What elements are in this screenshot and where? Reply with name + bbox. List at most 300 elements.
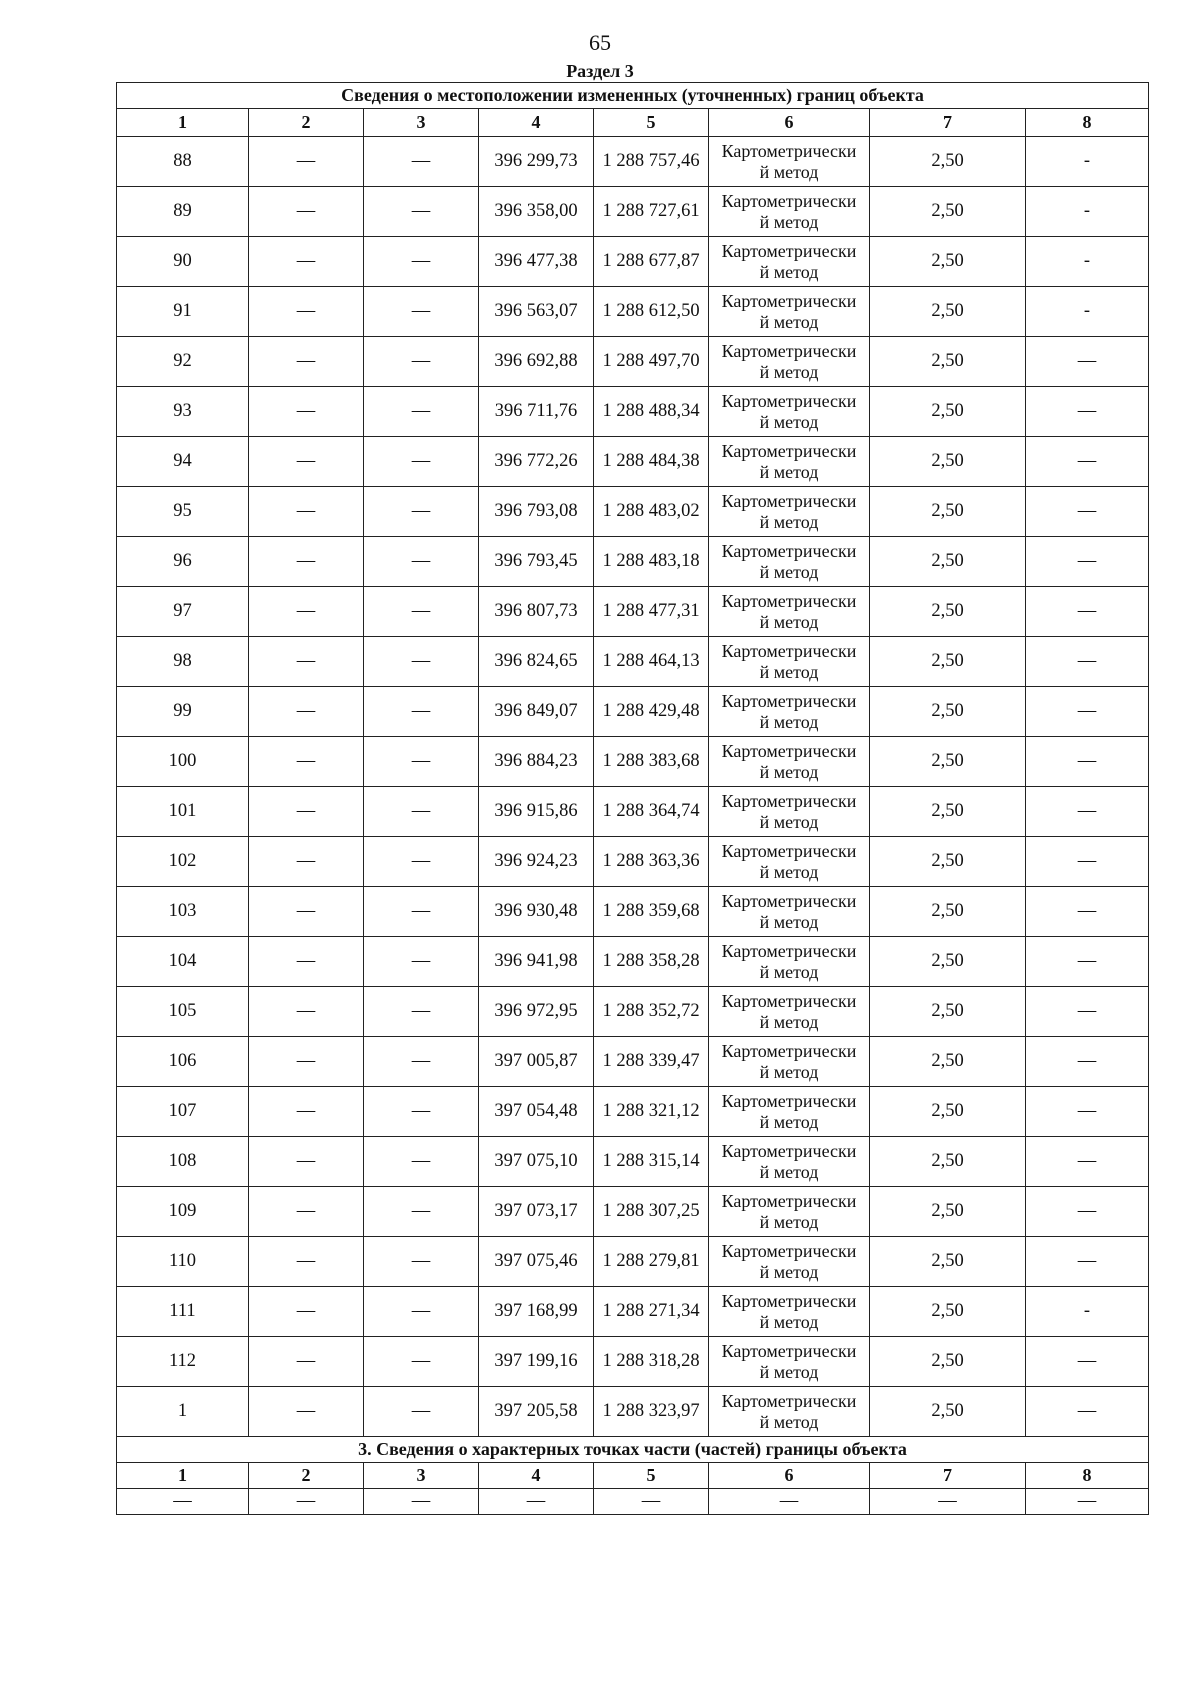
method-line-1: Картометрически (721, 640, 857, 661)
description-cell: — (1026, 787, 1149, 837)
old-y-cell: — (364, 987, 479, 1037)
method-line-2: й метод (759, 1061, 819, 1082)
point-number-cell: 106 (117, 1037, 249, 1087)
y-coordinate-cell: 1 288 727,61 (594, 187, 709, 237)
y-coordinate-cell: 1 288 363,36 (594, 837, 709, 887)
x-coordinate-cell: 397 054,48 (479, 1087, 594, 1137)
method-line-1: Картометрически (721, 1340, 857, 1361)
method-cell (709, 1087, 870, 1137)
table-row (117, 687, 1149, 737)
method-line-1: Картометрически (721, 1140, 857, 1161)
old-x-cell: — (249, 587, 364, 637)
method-line-2: й метод (759, 661, 819, 682)
old-y-cell: — (364, 837, 479, 887)
method-line-2: й метод (759, 1311, 819, 1332)
x-coordinate-cell: 396 692,88 (479, 337, 594, 387)
old-y-cell: — (364, 487, 479, 537)
old-x-cell: — (249, 537, 364, 587)
method-line-2: й метод (759, 311, 819, 332)
method-cell (709, 1187, 870, 1237)
method-line-1: Картометрически (721, 940, 857, 961)
old-y-cell: — (364, 1087, 479, 1137)
description-cell: - (1026, 237, 1149, 287)
y-coordinate-cell: 1 288 677,87 (594, 237, 709, 287)
y-coordinate-cell: 1 288 321,12 (594, 1087, 709, 1137)
x-coordinate-cell: 396 849,07 (479, 687, 594, 737)
table-title-row (117, 83, 1149, 109)
old-x-cell: — (249, 787, 364, 837)
point-number-cell: 1 (117, 1387, 249, 1437)
old-y-cell: — (364, 787, 479, 837)
accuracy-cell: 2,50 (870, 337, 1026, 387)
table-row (117, 637, 1149, 687)
description-cell: — (1026, 1187, 1149, 1237)
accuracy-cell: 2,50 (870, 1037, 1026, 1087)
old-y-cell: — (364, 237, 479, 287)
y-coordinate-cell: 1 288 757,46 (594, 137, 709, 187)
method-cell (709, 337, 870, 387)
description-cell: — (1026, 937, 1149, 987)
column-header: 7 (870, 109, 1026, 137)
method-line-1: Картометрически (721, 1190, 857, 1211)
section-label: Раздел 3 (566, 61, 634, 81)
old-y-cell: — (364, 387, 479, 437)
table-row (117, 787, 1149, 837)
point-number-cell: 105 (117, 987, 249, 1037)
y-coordinate-cell: 1 288 307,25 (594, 1187, 709, 1237)
subsection-title: 3. Сведения о характерных точках части (частей) границы объекта (117, 1437, 1149, 1463)
empty-cell: — (479, 1489, 594, 1515)
y-coordinate-cell: 1 288 364,74 (594, 787, 709, 837)
table-row (117, 237, 1149, 287)
method-cell (709, 837, 870, 887)
x-coordinate-cell: 396 358,00 (479, 187, 594, 237)
x-coordinate-cell: 396 930,48 (479, 887, 594, 937)
y-coordinate-cell: 1 288 483,02 (594, 487, 709, 537)
table-row (117, 287, 1149, 337)
column-header: 4 (479, 109, 594, 137)
accuracy-cell: 2,50 (870, 937, 1026, 987)
column-header: 8 (1026, 1463, 1149, 1489)
accuracy-cell: 2,50 (870, 137, 1026, 187)
old-x-cell: — (249, 1037, 364, 1087)
accuracy-cell: 2,50 (870, 387, 1026, 437)
old-y-cell: — (364, 887, 479, 937)
column-header: 1 (117, 109, 249, 137)
method-line-1: Картометрически (721, 840, 857, 861)
x-coordinate-cell: 396 711,76 (479, 387, 594, 437)
point-number-cell: 91 (117, 287, 249, 337)
table-row (117, 1287, 1149, 1337)
empty-cell: — (870, 1489, 1026, 1515)
table-row (117, 187, 1149, 237)
method-cell (709, 387, 870, 437)
method-cell (709, 1337, 870, 1387)
point-number-cell: 103 (117, 887, 249, 937)
point-number-cell: 107 (117, 1087, 249, 1137)
x-coordinate-cell: 396 884,23 (479, 737, 594, 787)
x-coordinate-cell: 396 477,38 (479, 237, 594, 287)
method-line-1: Картометрически (721, 740, 857, 761)
column-header: 6 (709, 1463, 870, 1489)
description-cell: — (1026, 1087, 1149, 1137)
method-cell (709, 987, 870, 1037)
old-x-cell: — (249, 737, 364, 787)
description-cell: — (1026, 987, 1149, 1037)
x-coordinate-cell: 397 075,10 (479, 1137, 594, 1187)
point-number-cell: 100 (117, 737, 249, 787)
accuracy-cell: 2,50 (870, 237, 1026, 287)
point-number-cell: 111 (117, 1287, 249, 1337)
column-header: 2 (249, 109, 364, 137)
x-coordinate-cell: 396 915,86 (479, 787, 594, 837)
y-coordinate-cell: 1 288 477,31 (594, 587, 709, 637)
accuracy-cell: 2,50 (870, 1237, 1026, 1287)
point-number-cell: 99 (117, 687, 249, 737)
y-coordinate-cell: 1 288 323,97 (594, 1387, 709, 1437)
subsection-header-row (117, 1463, 1149, 1489)
description-cell: - (1026, 137, 1149, 187)
description-cell: — (1026, 1037, 1149, 1087)
method-line-2: й метод (759, 611, 819, 632)
method-line-2: й метод (759, 811, 819, 832)
accuracy-cell: 2,50 (870, 837, 1026, 887)
column-header: 1 (117, 1463, 249, 1489)
y-coordinate-cell: 1 288 383,68 (594, 737, 709, 787)
description-cell: — (1026, 837, 1149, 887)
y-coordinate-cell: 1 288 279,81 (594, 1237, 709, 1287)
method-line-1: Картометрически (721, 440, 857, 461)
accuracy-cell: 2,50 (870, 637, 1026, 687)
y-coordinate-cell: 1 288 352,72 (594, 987, 709, 1037)
description-cell: — (1026, 1137, 1149, 1187)
x-coordinate-cell: 396 824,65 (479, 637, 594, 687)
old-x-cell: — (249, 987, 364, 1037)
y-coordinate-cell: 1 288 339,47 (594, 1037, 709, 1087)
y-coordinate-cell: 1 288 358,28 (594, 937, 709, 987)
old-x-cell: — (249, 937, 364, 987)
table-row (117, 1037, 1149, 1087)
table-title: Сведения о местоположении измененных (уточненных) границ объекта (117, 83, 1149, 109)
point-number-cell: 88 (117, 137, 249, 187)
method-cell (709, 537, 870, 587)
old-x-cell: — (249, 237, 364, 287)
page-number: 65 (589, 30, 611, 55)
accuracy-cell: 2,50 (870, 987, 1026, 1037)
x-coordinate-cell: 397 168,99 (479, 1287, 594, 1337)
accuracy-cell: 2,50 (870, 1087, 1026, 1137)
column-header: 5 (594, 1463, 709, 1489)
table-row (117, 987, 1149, 1037)
x-coordinate-cell: 396 793,45 (479, 537, 594, 587)
method-cell (709, 637, 870, 687)
method-line-1: Картометрически (721, 240, 857, 261)
method-line-1: Картометрически (721, 990, 857, 1011)
old-x-cell: — (249, 437, 364, 487)
description-cell: — (1026, 687, 1149, 737)
accuracy-cell: 2,50 (870, 1337, 1026, 1387)
table-row (117, 1087, 1149, 1137)
old-y-cell: — (364, 1387, 479, 1437)
accuracy-cell: 2,50 (870, 687, 1026, 737)
method-line-2: й метод (759, 411, 819, 432)
description-cell: - (1026, 287, 1149, 337)
method-line-2: й метод (759, 1161, 819, 1182)
old-y-cell: — (364, 287, 479, 337)
method-cell (709, 187, 870, 237)
table-row (117, 137, 1149, 187)
x-coordinate-cell: 397 205,58 (479, 1387, 594, 1437)
column-header: 4 (479, 1463, 594, 1489)
x-coordinate-cell: 396 924,23 (479, 837, 594, 887)
old-y-cell: — (364, 137, 479, 187)
accuracy-cell: 2,50 (870, 787, 1026, 837)
point-number-cell: 104 (117, 937, 249, 987)
point-number-cell: 92 (117, 337, 249, 387)
x-coordinate-cell: 396 941,98 (479, 937, 594, 987)
accuracy-cell: 2,50 (870, 587, 1026, 637)
empty-cell: — (1026, 1489, 1149, 1515)
empty-cell: — (364, 1489, 479, 1515)
point-number-cell: 109 (117, 1187, 249, 1237)
method-cell (709, 1237, 870, 1287)
old-x-cell: — (249, 1387, 364, 1437)
point-number-cell: 90 (117, 237, 249, 287)
old-y-cell: — (364, 1337, 479, 1387)
description-cell: - (1026, 187, 1149, 237)
description-cell: — (1026, 437, 1149, 487)
method-cell (709, 1137, 870, 1187)
column-header: 5 (594, 109, 709, 137)
table-row (117, 587, 1149, 637)
method-line-1: Картометрически (721, 690, 857, 711)
point-number-cell: 93 (117, 387, 249, 437)
old-x-cell: — (249, 287, 364, 337)
point-number-cell: 112 (117, 1337, 249, 1387)
method-cell (709, 587, 870, 637)
table-row (117, 1337, 1149, 1387)
method-cell (709, 737, 870, 787)
description-cell: — (1026, 737, 1149, 787)
old-y-cell: — (364, 937, 479, 987)
point-number-cell: 98 (117, 637, 249, 687)
method-line-2: й метод (759, 1111, 819, 1132)
point-number-cell: 101 (117, 787, 249, 837)
column-header: 3 (364, 109, 479, 137)
old-x-cell: — (249, 887, 364, 937)
old-x-cell: — (249, 1237, 364, 1287)
accuracy-cell: 2,50 (870, 1287, 1026, 1337)
method-cell (709, 1037, 870, 1087)
table-row (117, 1237, 1149, 1287)
method-line-1: Картометрически (721, 890, 857, 911)
point-number-cell: 97 (117, 587, 249, 637)
x-coordinate-cell: 397 073,17 (479, 1187, 594, 1237)
x-coordinate-cell: 397 075,46 (479, 1237, 594, 1287)
description-cell: — (1026, 1237, 1149, 1287)
description-cell: — (1026, 887, 1149, 937)
method-line-2: й метод (759, 761, 819, 782)
table-row (117, 437, 1149, 487)
accuracy-cell: 2,50 (870, 187, 1026, 237)
table-row (117, 537, 1149, 587)
method-line-2: й метод (759, 1211, 819, 1232)
x-coordinate-cell: 396 793,08 (479, 487, 594, 537)
table-row (117, 487, 1149, 537)
point-number-cell: 96 (117, 537, 249, 587)
y-coordinate-cell: 1 288 318,28 (594, 1337, 709, 1387)
old-y-cell: — (364, 537, 479, 587)
method-line-2: й метод (759, 711, 819, 732)
point-number-cell: 94 (117, 437, 249, 487)
method-cell (709, 237, 870, 287)
old-x-cell: — (249, 637, 364, 687)
old-y-cell: — (364, 1287, 479, 1337)
method-line-1: Картометрически (721, 340, 857, 361)
boundary-table (116, 82, 1149, 1515)
description-cell: — (1026, 537, 1149, 587)
old-y-cell: — (364, 1237, 479, 1287)
old-x-cell: — (249, 487, 364, 537)
method-line-1: Картометрически (721, 1090, 857, 1111)
y-coordinate-cell: 1 288 483,18 (594, 537, 709, 587)
table-row (117, 337, 1149, 387)
accuracy-cell: 2,50 (870, 1387, 1026, 1437)
method-line-2: й метод (759, 161, 819, 182)
accuracy-cell: 2,50 (870, 1137, 1026, 1187)
method-line-1: Картометрически (721, 390, 857, 411)
point-number-cell: 108 (117, 1137, 249, 1187)
old-x-cell: — (249, 837, 364, 887)
table-row (117, 937, 1149, 987)
method-line-1: Картометрически (721, 790, 857, 811)
method-cell (709, 487, 870, 537)
accuracy-cell: 2,50 (870, 287, 1026, 337)
description-cell: — (1026, 487, 1149, 537)
y-coordinate-cell: 1 288 612,50 (594, 287, 709, 337)
column-header: 3 (364, 1463, 479, 1489)
empty-cell: — (594, 1489, 709, 1515)
method-cell (709, 1387, 870, 1437)
column-header: 8 (1026, 109, 1149, 137)
method-line-1: Картометрически (721, 1040, 857, 1061)
old-y-cell: — (364, 1137, 479, 1187)
method-line-2: й метод (759, 461, 819, 482)
x-coordinate-cell: 396 563,07 (479, 287, 594, 337)
method-line-1: Картометрически (721, 290, 857, 311)
table-row (117, 1187, 1149, 1237)
old-y-cell: — (364, 437, 479, 487)
old-y-cell: — (364, 1037, 479, 1087)
method-line-1: Картометрически (721, 1240, 857, 1261)
old-x-cell: — (249, 1137, 364, 1187)
description-cell: — (1026, 387, 1149, 437)
accuracy-cell: 2,50 (870, 737, 1026, 787)
x-coordinate-cell: 397 199,16 (479, 1337, 594, 1387)
method-cell (709, 1287, 870, 1337)
point-number-cell: 102 (117, 837, 249, 887)
old-y-cell: — (364, 187, 479, 237)
table-row (117, 1137, 1149, 1187)
method-line-2: й метод (759, 361, 819, 382)
accuracy-cell: 2,50 (870, 537, 1026, 587)
method-line-2: й метод (759, 961, 819, 982)
table-row (117, 387, 1149, 437)
empty-cell: — (117, 1489, 249, 1515)
method-line-2: й метод (759, 1261, 819, 1282)
accuracy-cell: 2,50 (870, 437, 1026, 487)
old-y-cell: — (364, 587, 479, 637)
old-x-cell: — (249, 1087, 364, 1137)
table-row (117, 887, 1149, 937)
old-x-cell: — (249, 1337, 364, 1387)
description-cell: — (1026, 637, 1149, 687)
accuracy-cell: 2,50 (870, 487, 1026, 537)
old-x-cell: — (249, 1187, 364, 1237)
description-cell: — (1026, 337, 1149, 387)
table-row (117, 837, 1149, 887)
method-line-2: й метод (759, 861, 819, 882)
accuracy-cell: 2,50 (870, 1187, 1026, 1237)
point-number-cell: 95 (117, 487, 249, 537)
y-coordinate-cell: 1 288 497,70 (594, 337, 709, 387)
accuracy-cell: 2,50 (870, 887, 1026, 937)
column-header: 6 (709, 109, 870, 137)
empty-cell: — (709, 1489, 870, 1515)
method-line-2: й метод (759, 211, 819, 232)
old-y-cell: — (364, 687, 479, 737)
y-coordinate-cell: 1 288 484,38 (594, 437, 709, 487)
old-y-cell: — (364, 637, 479, 687)
method-line-1: Картометрически (721, 1290, 857, 1311)
empty-cell: — (249, 1489, 364, 1515)
column-header: 7 (870, 1463, 1026, 1489)
old-x-cell: — (249, 137, 364, 187)
method-line-2: й метод (759, 1361, 819, 1382)
method-cell (709, 787, 870, 837)
x-coordinate-cell: 396 299,73 (479, 137, 594, 187)
method-cell (709, 887, 870, 937)
method-line-1: Картометрически (721, 540, 857, 561)
method-cell (709, 937, 870, 987)
x-coordinate-cell: 396 807,73 (479, 587, 594, 637)
y-coordinate-cell: 1 288 271,34 (594, 1287, 709, 1337)
method-line-2: й метод (759, 511, 819, 532)
method-line-2: й метод (759, 1411, 819, 1432)
method-line-1: Картометрически (721, 190, 857, 211)
table-row (117, 737, 1149, 787)
x-coordinate-cell: 396 972,95 (479, 987, 594, 1037)
old-y-cell: — (364, 737, 479, 787)
subsection-title-row (117, 1437, 1149, 1463)
method-line-1: Картометрически (721, 490, 857, 511)
x-coordinate-cell: 397 005,87 (479, 1037, 594, 1087)
description-cell: — (1026, 1337, 1149, 1387)
y-coordinate-cell: 1 288 429,48 (594, 687, 709, 737)
old-x-cell: — (249, 187, 364, 237)
method-line-1: Картометрически (721, 140, 857, 161)
y-coordinate-cell: 1 288 464,13 (594, 637, 709, 687)
method-line-2: й метод (759, 261, 819, 282)
method-line-2: й метод (759, 1011, 819, 1032)
column-header-row (117, 109, 1149, 137)
method-line-1: Картометрически (721, 1390, 857, 1411)
method-line-2: й метод (759, 911, 819, 932)
y-coordinate-cell: 1 288 315,14 (594, 1137, 709, 1187)
method-cell (709, 287, 870, 337)
y-coordinate-cell: 1 288 488,34 (594, 387, 709, 437)
description-cell: - (1026, 1287, 1149, 1337)
